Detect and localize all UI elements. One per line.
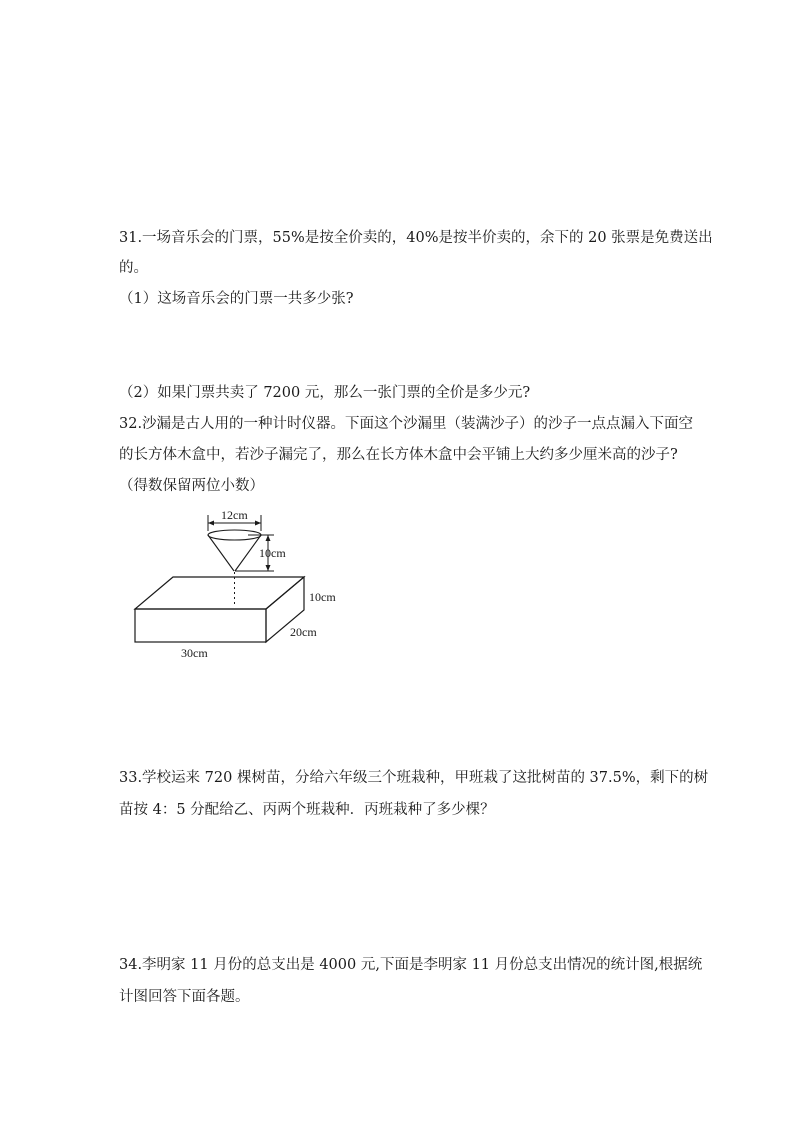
q31-text-line1: 31.一场音乐会的门票，55%是按全价卖的，40%是按半价卖的，余下的 20 张票是免费送出 [119, 230, 713, 246]
q31-part2: （2）如果门票共卖了 7200 元，那么一张门票的全价是多少元? [119, 385, 531, 401]
box-length-label: 30cm [181, 646, 208, 660]
box-width-label: 20cm [290, 625, 317, 639]
q33-text-line1: 33.学校运来 720 棵树苗，分给六年级三个班栽种，甲班栽了这批树苗的 37.5%，剩下的树 [119, 770, 709, 786]
arrow-down [266, 565, 271, 571]
box-height-label: 10cm [309, 590, 336, 604]
q32-text-line2: 的长方体木盒中，若沙子漏完了，那么在长方体木盒中会平铺上大约多少厘米高的沙子? [119, 447, 678, 463]
q34-text-line1: 34.李明家 11 月份的总支出是 4000 元,下面是李明家 11 月份总支出情况的统计图,根据统 [119, 957, 703, 973]
box-top-face [135, 577, 304, 609]
q32-text-line3: （得数保留两位小数） [119, 478, 264, 494]
cone-height-label: 10cm [259, 546, 286, 560]
hourglass-box-diagram [128, 505, 358, 665]
q31-text-line2: 的。 [119, 260, 148, 276]
cone-diameter-label: 12cm [221, 508, 248, 522]
q31-part1: （1）这场音乐会的门票一共多少张? [119, 291, 354, 307]
box-front-face [135, 609, 266, 642]
arrow-left [208, 521, 214, 526]
hourglass-box-figure [128, 505, 358, 665]
arrow-right [255, 521, 261, 526]
arrow-up [266, 535, 271, 541]
q32-text-line1: 32.沙漏是古人用的一种计时仪器。下面这个沙漏里（装满沙子）的沙子一点点漏入下面空 [119, 416, 694, 432]
q33-text-line2: 苗按 4：5 分配给乙、丙两个班栽种．丙班栽种了多少棵？ [119, 802, 495, 818]
q34-text-line2: 计图回答下面各题。 [119, 989, 250, 1005]
